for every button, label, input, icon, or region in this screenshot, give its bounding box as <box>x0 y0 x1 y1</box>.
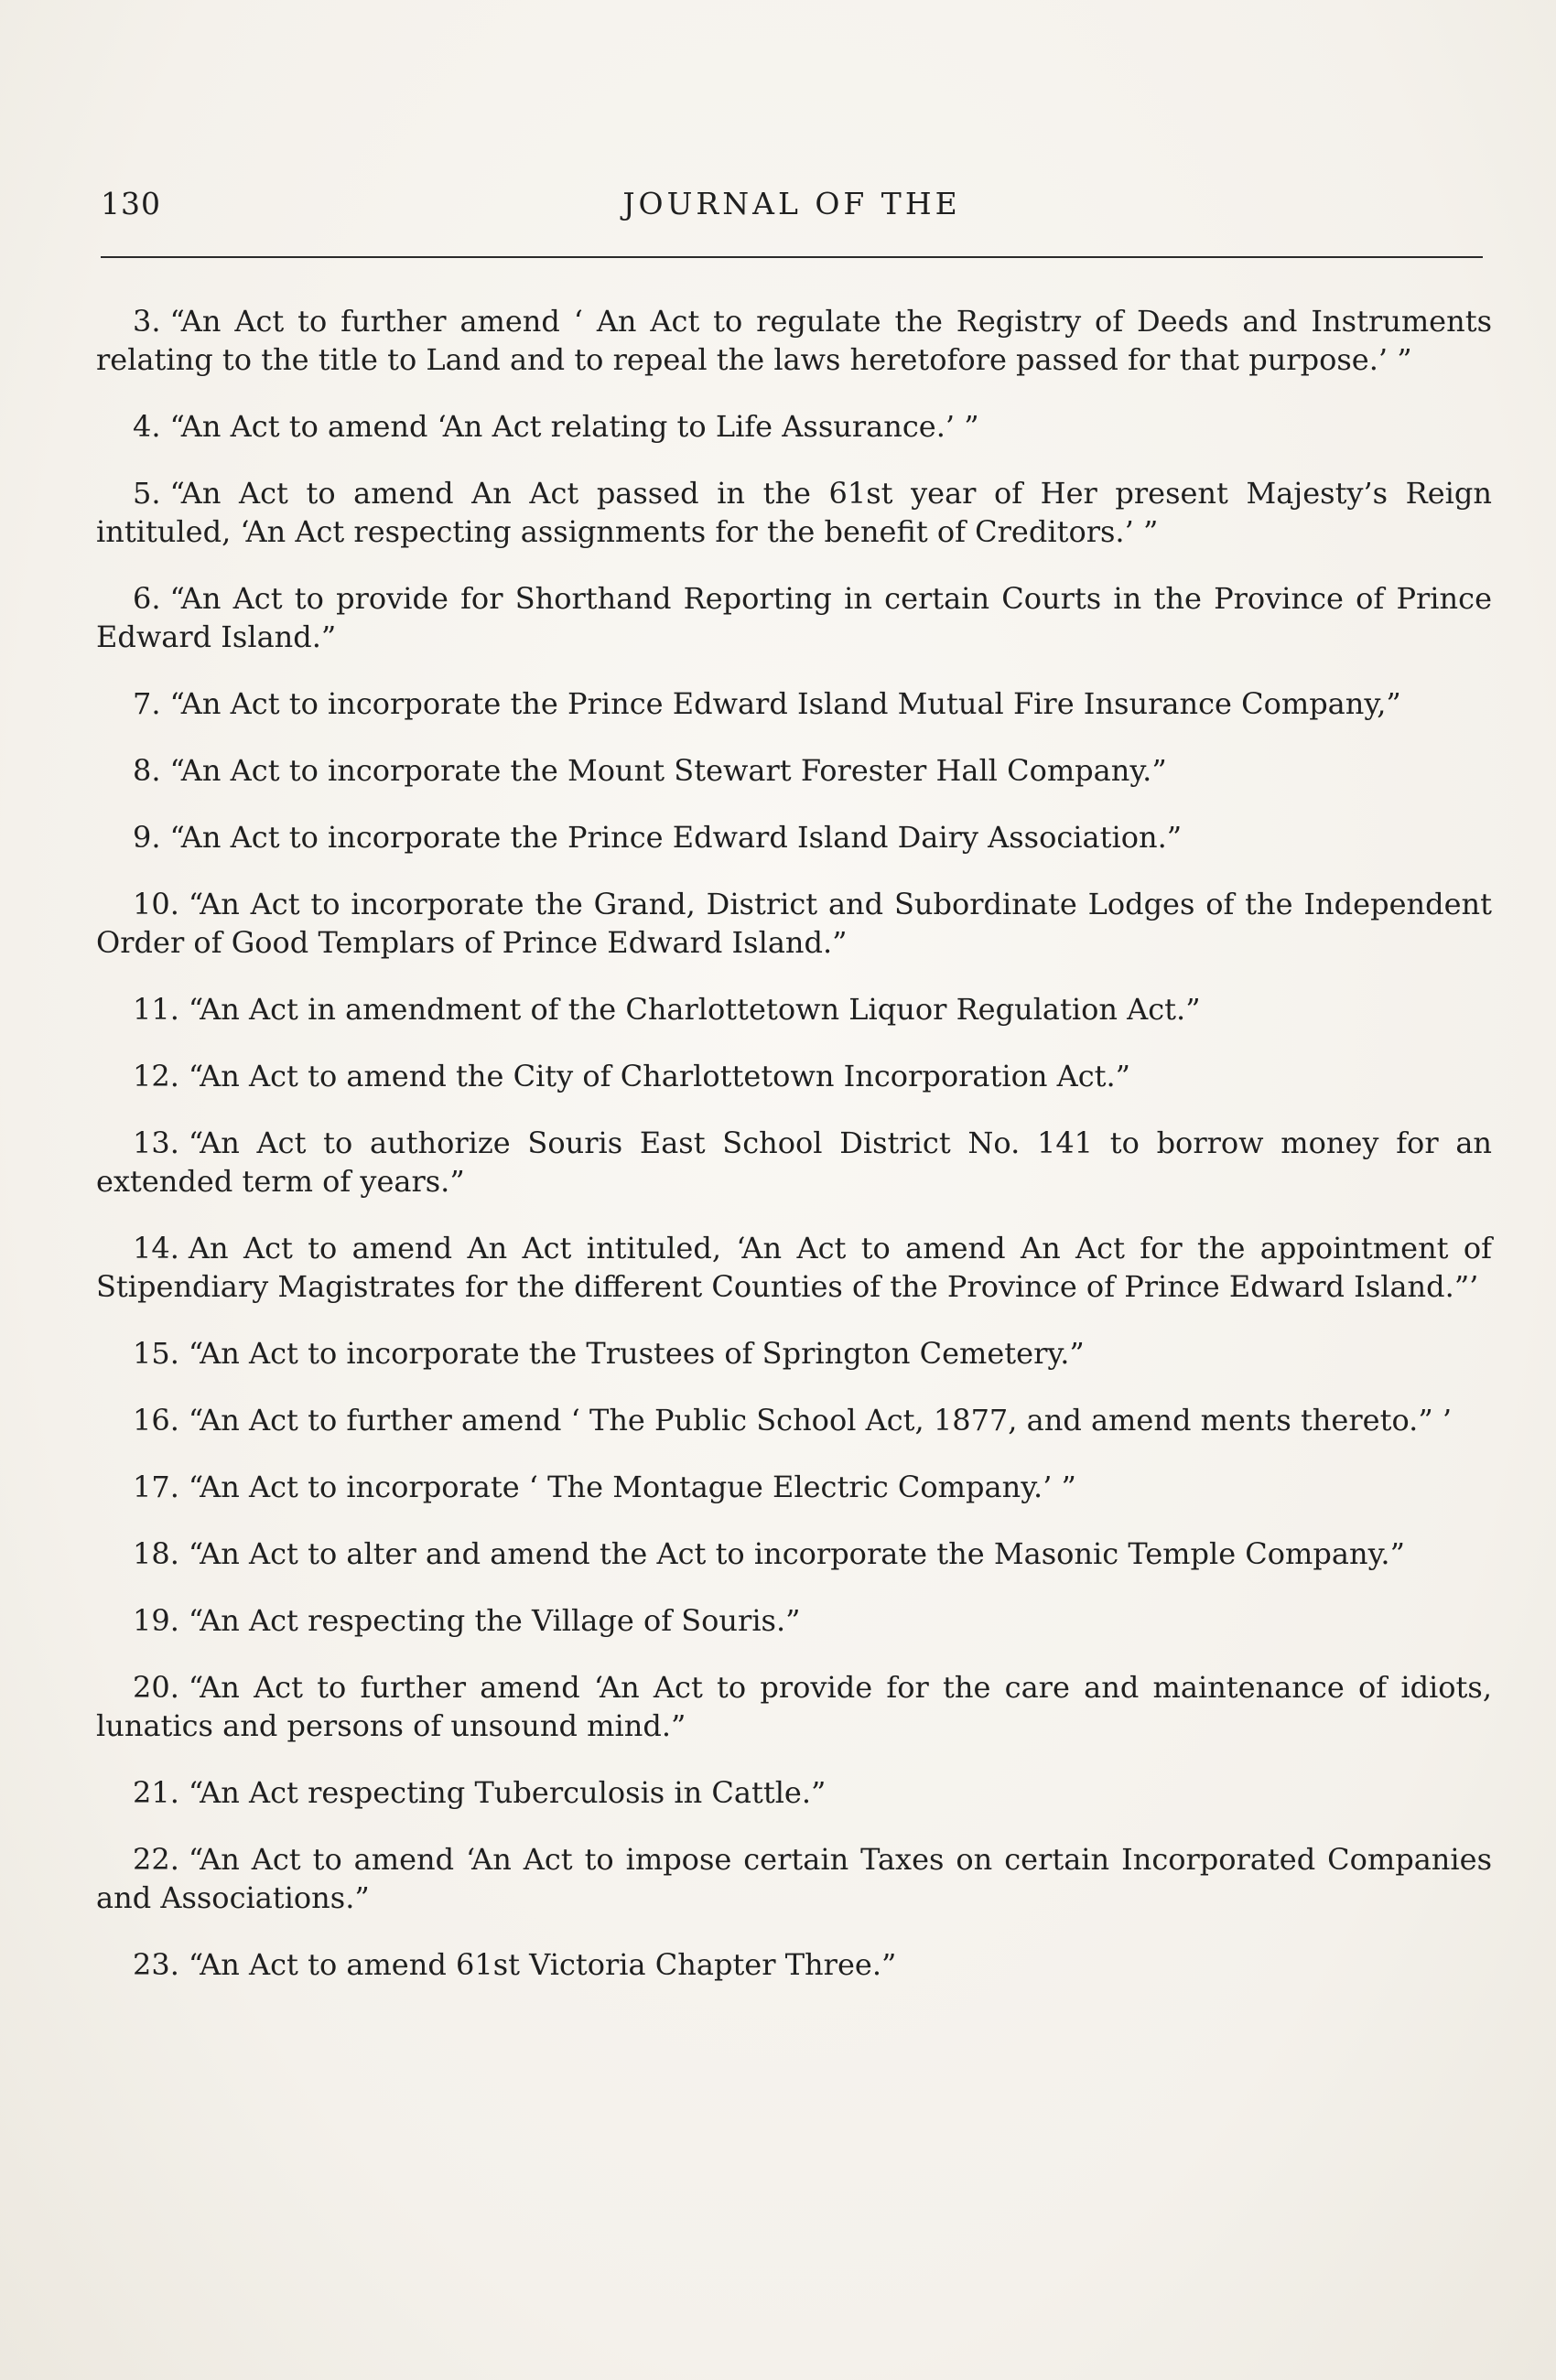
act-title: “An Act respecting the Village of Souris.” <box>188 1603 801 1638</box>
act-title: “An Act to alter and amend the Act to incorporate the Masonic Temple Company.” <box>188 1536 1405 1571</box>
page-header <box>101 186 1483 232</box>
act-entry <box>96 579 1492 656</box>
act-title: “An Act to incorporate the Trustees of Springton Cemetery.” <box>188 1336 1085 1371</box>
act-number: 15. <box>133 1336 179 1371</box>
act-entry <box>96 1334 1492 1373</box>
act-entry <box>96 1535 1492 1573</box>
act-number: 18. <box>133 1536 179 1571</box>
act-entry <box>96 1773 1492 1812</box>
act-number: 13. <box>133 1125 179 1160</box>
act-number: 6. <box>133 581 161 616</box>
header-rule <box>101 256 1483 258</box>
page-number: 130 <box>101 186 161 221</box>
act-entry <box>96 1401 1492 1439</box>
act-entry <box>96 684 1492 723</box>
act-title: “An Act respecting Tuberculosis in Cattle.” <box>188 1775 827 1810</box>
act-number: 16. <box>133 1403 179 1438</box>
act-number: 11. <box>133 992 179 1027</box>
act-title: “An Act to further amend ‘An Act to provide for the care and maintenance of idiots, lunatics and persons of unsound mind.” <box>96 1670 1492 1743</box>
act-entry <box>96 1945 1492 1984</box>
act-number: 9. <box>133 820 161 855</box>
act-number: 5. <box>133 476 161 511</box>
act-entry <box>96 302 1492 379</box>
act-title: “An Act to incorporate the Grand, District and Subordinate Lodges of the Independent Order of Good Templars of Prince Edward Island.” <box>96 887 1492 960</box>
act-entry <box>96 751 1492 790</box>
act-title: “An Act in amendment of the Charlottetown Liquor Regulation Act.” <box>188 992 1201 1027</box>
act-title: “An Act to incorporate the Mount Stewart Forester Hall Company.” <box>169 753 1167 788</box>
act-title: “An Act to amend 61st Victoria Chapter Three.” <box>188 1947 897 1982</box>
act-title: “An Act to authorize Souris East School District No. 141 to borrow money for an extended term of years.” <box>96 1125 1492 1199</box>
act-number: 12. <box>133 1059 179 1093</box>
act-number: 3. <box>133 304 161 339</box>
act-number: 20. <box>133 1670 179 1705</box>
running-head: JOURNAL OF THE <box>622 186 961 221</box>
act-number: 19. <box>133 1603 179 1638</box>
act-title: “An Act to provide for Shorthand Reporting in certain Courts in the Province of Prince Edward Island.” <box>96 581 1492 654</box>
act-number: 4. <box>133 409 161 444</box>
act-entry <box>96 407 1492 446</box>
act-entry <box>96 1124 1492 1201</box>
act-number: 23. <box>133 1947 179 1982</box>
act-entry <box>96 1668 1492 1745</box>
act-entry <box>96 1229 1492 1306</box>
act-number: 17. <box>133 1470 179 1504</box>
act-title: “An Act to incorporate the Prince Edward Island Dairy Association.” <box>169 820 1183 855</box>
act-title: “An Act to incorporate the Prince Edward Island Mutual Fire Insurance Company,” <box>169 686 1401 721</box>
act-title: “An Act to further amend ‘ The Public School Act, 1877, and amend ments thereto.” ’ <box>188 1403 1453 1438</box>
act-entry <box>96 474 1492 551</box>
act-entry <box>96 1468 1492 1506</box>
act-number: 14. <box>133 1231 179 1265</box>
act-number: 8. <box>133 753 161 788</box>
act-number: 10. <box>133 887 179 921</box>
act-entry <box>96 1601 1492 1640</box>
act-entry <box>96 1840 1492 1917</box>
act-title: “An Act to incorporate ‘ The Montague Electric Company.’ ” <box>188 1470 1076 1504</box>
act-title: An Act to amend An Act intituled, ‘An Act to amend An Act for the appointment of Stipendiary Magistrates for the different Counties of the Province of Prince Edward Island.”’ <box>96 1231 1492 1304</box>
act-entry <box>96 818 1492 856</box>
act-entry <box>96 885 1492 962</box>
act-number: 22. <box>133 1842 179 1877</box>
act-title: “An Act to further amend ‘ An Act to regulate the Registry of Deeds and Instruments relating to the title to Land and to repeal the laws heretofore passed for that purpose.’ ” <box>96 304 1492 377</box>
act-title: “An Act to amend ‘An Act relating to Life Assurance.’ ” <box>169 409 979 444</box>
act-title: “An Act to amend An Act passed in the 61st year of Her present Majesty’s Reign intituled, ‘An Act respecting assignments for the benefit of Creditors.’ ” <box>96 476 1492 549</box>
act-title: “An Act to amend ‘An Act to impose certain Taxes on certain Incorporated Companies and Associations.” <box>96 1842 1492 1915</box>
act-number: 21. <box>133 1775 179 1810</box>
act-list <box>96 302 1492 2012</box>
act-entry <box>96 1057 1492 1095</box>
act-entry <box>96 990 1492 1028</box>
act-number: 7. <box>133 686 161 721</box>
act-title: “An Act to amend the City of Charlottetown Incorporation Act.” <box>188 1059 1131 1093</box>
